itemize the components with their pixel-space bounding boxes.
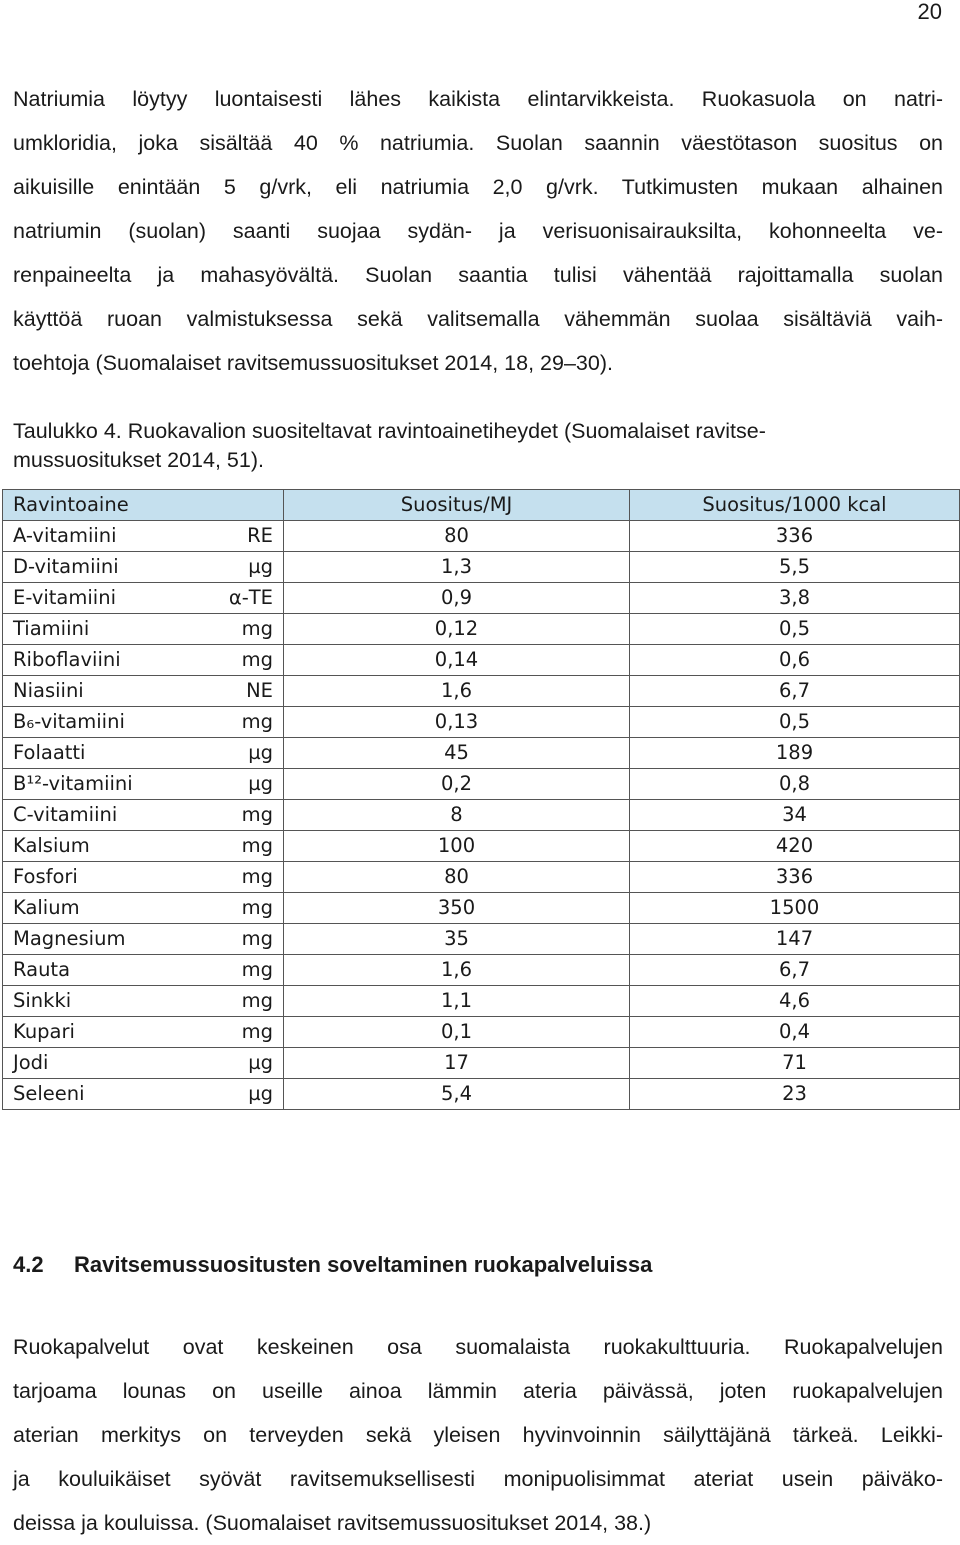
value-per-1000kcal: 0,8 <box>630 769 960 800</box>
value-per-1000kcal: 6,7 <box>630 676 960 707</box>
nutrient-unit: µg <box>248 741 273 764</box>
nutrient-cell <box>3 521 284 552</box>
table-row <box>3 862 960 893</box>
nutrient-name: Jodi <box>13 1051 49 1074</box>
table-row <box>3 893 960 924</box>
nutrient-density-table <box>2 489 960 1110</box>
nutrient-cell <box>3 738 284 769</box>
table-header-row <box>3 490 960 521</box>
table-row <box>3 800 960 831</box>
table-row <box>3 769 960 800</box>
value-per-1000kcal: 34 <box>630 800 960 831</box>
nutrient-cell <box>3 676 284 707</box>
page-number: 20 <box>917 0 942 24</box>
value-per-mj: 80 <box>284 521 630 552</box>
value-per-mj: 0,14 <box>284 645 630 676</box>
paragraph-line: aikuisille enintään 5 g/vrk, eli natriumia 2,0 g/vrk. Tutkimusten mukaan alhainen <box>13 175 943 199</box>
nutrient-unit: mg <box>241 958 273 981</box>
caption-line: mussuositukset 2014, 51). <box>13 448 264 472</box>
table-row <box>3 1048 960 1079</box>
nutrient-name: Fosfori <box>13 865 78 888</box>
nutrient-cell <box>3 1017 284 1048</box>
nutrient-unit: mg <box>241 617 273 640</box>
nutrient-name: Kalium <box>13 896 80 919</box>
section-heading <box>13 1251 652 1279</box>
value-per-1000kcal: 0,6 <box>630 645 960 676</box>
value-per-1000kcal: 336 <box>630 862 960 893</box>
nutrient-unit: mg <box>241 648 273 671</box>
nutrient-cell <box>3 583 284 614</box>
header-per-mj: Suositus/MJ <box>284 490 630 521</box>
nutrient-unit: NE <box>246 679 273 702</box>
nutrient-unit: mg <box>241 710 273 733</box>
nutrient-name: B¹²-vitamiini <box>13 772 133 795</box>
value-per-mj: 35 <box>284 924 630 955</box>
section-paragraph <box>13 1325 943 1545</box>
nutrient-name: Tiamiini <box>13 617 90 640</box>
nutrient-name: A-vitamiini <box>13 524 117 547</box>
paragraph-line: deissa ja kouluissa. (Suomalaiset ravitsemussuositukset 2014, 38.) <box>13 1511 652 1535</box>
value-per-1000kcal: 0,4 <box>630 1017 960 1048</box>
value-per-mj: 0,13 <box>284 707 630 738</box>
nutrient-cell <box>3 955 284 986</box>
value-per-mj: 0,2 <box>284 769 630 800</box>
nutrient-unit: µg <box>248 555 273 578</box>
nutrient-name: C-vitamiini <box>13 803 118 826</box>
paragraph-line: aterian merkitys on terveyden sekä yleisen hyvinvoinnin säilyttäjänä tärkeä. Leikki- <box>13 1423 943 1447</box>
value-per-mj: 8 <box>284 800 630 831</box>
intro-paragraph <box>13 77 943 385</box>
value-per-1000kcal: 1500 <box>630 893 960 924</box>
value-per-1000kcal: 3,8 <box>630 583 960 614</box>
value-per-1000kcal: 420 <box>630 831 960 862</box>
nutrient-unit: mg <box>241 865 273 888</box>
section-title: Ravitsemussuositusten soveltaminen ruokapalveluissa <box>74 1252 653 1277</box>
paragraph-line: käyttöä ruoan valmistuksessa sekä valitsemalla vähemmän suolaa sisältäviä vaih- <box>13 307 943 331</box>
nutrient-name: E-vitamiini <box>13 586 116 609</box>
nutrient-unit: mg <box>241 1020 273 1043</box>
value-per-mj: 350 <box>284 893 630 924</box>
table-row <box>3 614 960 645</box>
value-per-mj: 1,6 <box>284 676 630 707</box>
nutrient-name: Niasiini <box>13 679 84 702</box>
nutrient-name: Riboflaviini <box>13 648 121 671</box>
value-per-mj: 1,3 <box>284 552 630 583</box>
value-per-mj: 0,1 <box>284 1017 630 1048</box>
header-nutrient: Ravintoaine <box>3 490 284 521</box>
value-per-1000kcal: 4,6 <box>630 986 960 1017</box>
table-row <box>3 955 960 986</box>
table-row <box>3 521 960 552</box>
nutrient-cell <box>3 707 284 738</box>
table-row <box>3 924 960 955</box>
nutrient-cell <box>3 986 284 1017</box>
caption-line: Taulukko 4. Ruokavalion suositeltavat ravintoainetiheydet (Suomalaiset ravitse- <box>13 419 766 443</box>
paragraph-line: natriumin (suolan) saanti suojaa sydän- ja verisuonisairauksilta, kohonneelta ve- <box>13 219 943 243</box>
table-row <box>3 676 960 707</box>
nutrient-cell <box>3 552 284 583</box>
paragraph-line: Ruokapalvelut ovat keskeinen osa suomalaista ruokakulttuuria. Ruokapalvelujen <box>13 1335 943 1359</box>
paragraph-line: Natriumia löytyy luontaisesti lähes kaikista elintarvikkeista. Ruokasuola on natri- <box>13 87 943 111</box>
value-per-mj: 45 <box>284 738 630 769</box>
table-row <box>3 1079 960 1110</box>
nutrient-cell <box>3 645 284 676</box>
table-row <box>3 707 960 738</box>
table-row <box>3 831 960 862</box>
value-per-1000kcal: 0,5 <box>630 614 960 645</box>
paragraph-line: umkloridia, joka sisältää 40 % natriumia. Suolan saannin väestötason suositus on <box>13 131 943 155</box>
nutrient-name: Magnesium <box>13 927 126 950</box>
value-per-1000kcal: 336 <box>630 521 960 552</box>
table-row <box>3 645 960 676</box>
nutrient-unit: µg <box>248 1082 273 1105</box>
value-per-mj: 0,12 <box>284 614 630 645</box>
nutrient-unit: mg <box>241 896 273 919</box>
nutrient-unit: µg <box>248 1051 273 1074</box>
table-row <box>3 738 960 769</box>
nutrient-name: Rauta <box>13 958 71 981</box>
nutrient-name: Folaatti <box>13 741 86 764</box>
value-per-mj: 100 <box>284 831 630 862</box>
paragraph-line: renpaineelta ja mahasyövältä. Suolan saantia tulisi vähentää rajoittamalla suolan <box>13 263 943 287</box>
value-per-mj: 80 <box>284 862 630 893</box>
nutrient-name: Sinkki <box>13 989 72 1012</box>
value-per-mj: 0,9 <box>284 583 630 614</box>
nutrient-name: D-vitamiini <box>13 555 119 578</box>
nutrient-name: Kalsium <box>13 834 90 857</box>
value-per-mj: 5,4 <box>284 1079 630 1110</box>
paragraph-line: ja kouluikäiset syövät ravitsemuksellisesti monipuolisimmat ateriat usein päiväko- <box>13 1467 943 1491</box>
nutrient-name: Kupari <box>13 1020 75 1043</box>
nutrient-cell <box>3 831 284 862</box>
section-number: 4.2 <box>13 1252 44 1277</box>
value-per-mj: 1,6 <box>284 955 630 986</box>
table-row <box>3 583 960 614</box>
header-per-1000kcal: Suositus/1000 kcal <box>630 490 960 521</box>
nutrient-unit: RE <box>247 524 273 547</box>
paragraph-line: tarjoama lounas on useille ainoa lämmin ateria päivässä, joten ruokapalvelujen <box>13 1379 943 1403</box>
nutrient-name: B₆-vitamiini <box>13 710 125 733</box>
nutrient-cell <box>3 893 284 924</box>
nutrient-cell <box>3 614 284 645</box>
value-per-1000kcal: 147 <box>630 924 960 955</box>
value-per-1000kcal: 0,5 <box>630 707 960 738</box>
nutrient-cell <box>3 769 284 800</box>
value-per-mj: 1,1 <box>284 986 630 1017</box>
table-row <box>3 1017 960 1048</box>
value-per-1000kcal: 6,7 <box>630 955 960 986</box>
value-per-1000kcal: 23 <box>630 1079 960 1110</box>
table-caption <box>13 417 943 475</box>
value-per-1000kcal: 189 <box>630 738 960 769</box>
value-per-1000kcal: 71 <box>630 1048 960 1079</box>
nutrient-name: Seleeni <box>13 1082 85 1105</box>
nutrient-cell <box>3 924 284 955</box>
nutrient-unit: α-TE <box>228 586 273 609</box>
nutrient-cell <box>3 862 284 893</box>
nutrient-unit: mg <box>241 989 273 1012</box>
nutrient-unit: mg <box>241 927 273 950</box>
nutrient-cell <box>3 1079 284 1110</box>
value-per-mj: 17 <box>284 1048 630 1079</box>
nutrient-unit: mg <box>241 834 273 857</box>
nutrient-cell <box>3 1048 284 1079</box>
nutrient-unit: µg <box>248 772 273 795</box>
nutrient-cell <box>3 800 284 831</box>
paragraph-line: toehtoja (Suomalaiset ravitsemussuositukset 2014, 18, 29–30). <box>13 351 613 375</box>
nutrient-unit: mg <box>241 803 273 826</box>
table-body <box>3 521 960 1110</box>
table-row <box>3 986 960 1017</box>
table-row <box>3 552 960 583</box>
value-per-1000kcal: 5,5 <box>630 552 960 583</box>
